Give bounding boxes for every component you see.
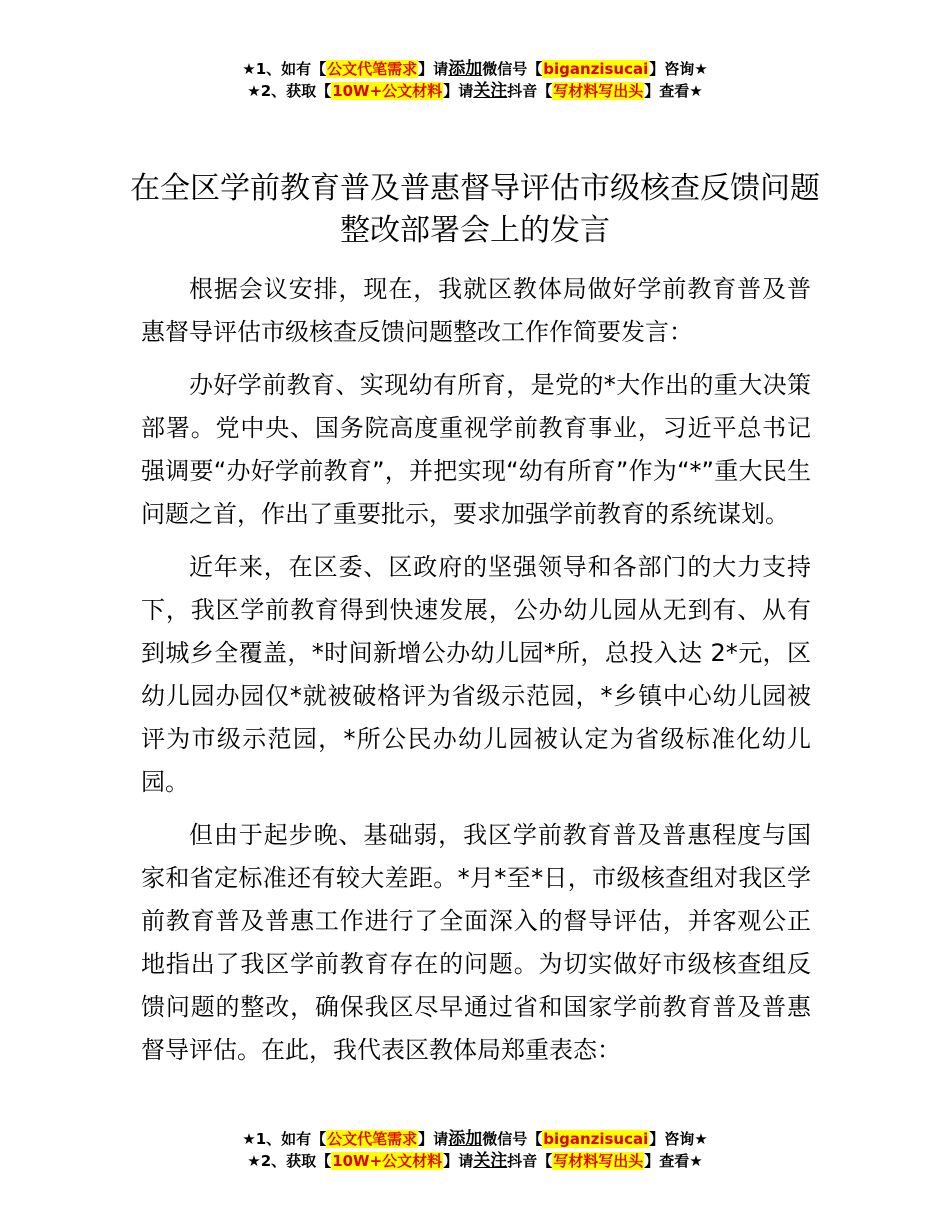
banner-line-1 (0, 1128, 950, 1150)
banner-text: 】请 (443, 1152, 474, 1170)
highlight-tag: biganzisucai (543, 1130, 649, 1148)
highlight-tag: 写材料写出头 (553, 82, 644, 100)
banner-emphasis: 添加 (448, 1129, 483, 1149)
highlight-tag: biganzisucai (543, 60, 649, 78)
banner-text: ★2、获取【 (247, 1152, 332, 1170)
banner-text: ★1、如有【 (242, 60, 327, 78)
highlight-tag: 写材料写出头 (553, 1152, 644, 1170)
banner-text: ★1、如有【 (242, 1130, 327, 1148)
highlight-tag: 公文代笔需求 (327, 60, 418, 78)
banner-text: 】查看★ (644, 1152, 703, 1170)
banner-line-1 (0, 58, 950, 80)
paragraph: 根据会议安排，现在，我就区教体局做好学前教育普及普惠督导评估市级核查反馈问题整改工作作简要发言： (141, 275, 811, 346)
highlight-tag: 10W+公文材料 (332, 82, 443, 100)
bottom-banner (0, 1128, 950, 1172)
paragraph: 近年来，在区委、区政府的坚强领导和各部门的大力支持下，我区学前教育得到快速发展，公办幼儿园从无到有、从有到城乡全覆盖，*时间新增公办幼儿园*所，总投入达 2*元，区幼儿园办园仅*就被破格评为省级示范园，*乡镇中心幼儿园被评为市级示范园，*所公民办幼儿园被认定为省级标准化幼儿园。 (141, 553, 811, 796)
document-title: 在全区学前教育普及普惠督导评估市级核查反馈问题整改部署会上的发言 (130, 171, 820, 248)
banner-line-2 (0, 80, 950, 102)
highlight-tag: 公文代笔需求 (327, 1130, 418, 1148)
banner-text: 】咨询★ (649, 1130, 708, 1148)
banner-text: 抖音【 (507, 1152, 553, 1170)
banner-line-2 (0, 1150, 950, 1172)
paragraph: 办好学前教育、实现幼有所育，是党的*大作出的重大决策部署。党中央、国务院高度重视学前教育事业，习近平总书记强调要“办好学前教育”，并把实现“幼有所育”作为“*”重大民生问题之首，作出了重要批示，要求加强学前教育的系统谋划。 (141, 371, 811, 528)
banner-emphasis: 添加 (448, 59, 483, 79)
highlight-tag: 10W+公文材料 (332, 1152, 443, 1170)
banner-text: 】请 (443, 82, 474, 100)
banner-text: 抖音【 (507, 82, 553, 100)
top-banner (0, 58, 950, 102)
banner-text: 】查看★ (644, 82, 703, 100)
banner-text: 微信号【 (482, 1130, 543, 1148)
banner-text: 】请 (418, 60, 449, 78)
banner-text: 微信号【 (482, 60, 543, 78)
banner-emphasis: 关注 (473, 1151, 508, 1171)
document-body (141, 268, 811, 1082)
paragraph: 但由于起步晚、基础弱，我区学前教育普及普惠程度与国家和省定标准还有较大差距。*月*至*日，市级核查组对我区学前教育普及普惠工作进行了全面深入的督导评估，并客观公正地指出了我区学前教育存在的问题。为切实做好市级核查组反馈问题的整改，确保我区尽早通过省和国家学前教育普及普惠督导评估。在此，我代表区教体局郑重表态： (141, 821, 811, 1064)
banner-emphasis: 关注 (473, 81, 508, 101)
banner-text: 】请 (418, 1130, 449, 1148)
banner-text: ★2、获取【 (247, 82, 332, 100)
banner-text: 】咨询★ (649, 60, 708, 78)
